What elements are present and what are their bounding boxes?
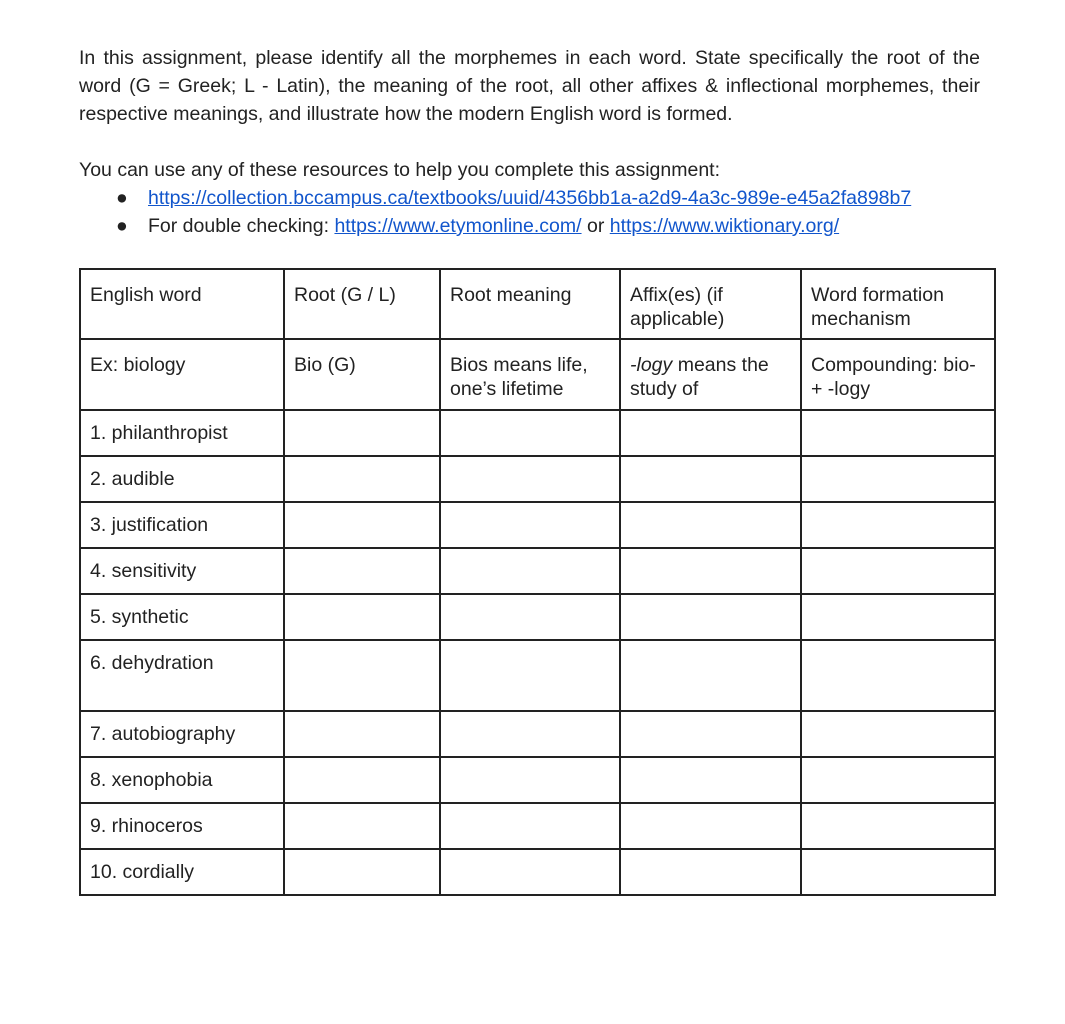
- header-english-word: English word: [80, 269, 284, 339]
- root-meaning-cell[interactable]: [440, 849, 620, 895]
- word-cell: 2. audible: [80, 456, 284, 502]
- resource-item: [79, 184, 911, 212]
- example-affix-italic: -logy: [630, 354, 673, 376]
- root-cell[interactable]: [284, 502, 440, 548]
- table-row: [80, 548, 995, 594]
- example-root-meaning: Bios means life, one’s lifetime: [440, 339, 620, 410]
- example-mechanism: Compounding: bio- + -logy: [801, 339, 995, 410]
- affix-cell[interactable]: [620, 849, 801, 895]
- word-cell: 10. cordially: [80, 849, 284, 895]
- affix-cell[interactable]: [620, 594, 801, 640]
- table-row: [80, 594, 995, 640]
- word-cell: 1. philanthropist: [80, 410, 284, 456]
- table-header-row: [80, 269, 995, 339]
- table-row: [80, 849, 995, 895]
- affix-cell[interactable]: [620, 502, 801, 548]
- root-meaning-cell[interactable]: [440, 640, 620, 711]
- affix-cell[interactable]: [620, 711, 801, 757]
- table-row: [80, 502, 995, 548]
- root-cell[interactable]: [284, 456, 440, 502]
- example-row: [80, 339, 995, 410]
- example-root: Bio (G): [284, 339, 440, 410]
- mechanism-cell[interactable]: [801, 849, 995, 895]
- root-meaning-cell[interactable]: [440, 548, 620, 594]
- bccampus-link[interactable]: https://collection.bccampus.ca/textbooks/uuid/4356bb1a-a2d9-4a3c-989e-e45a2fa898b7: [148, 187, 912, 209]
- affix-cell[interactable]: [620, 803, 801, 849]
- double-check-label: For double checking:: [148, 215, 330, 237]
- header-root: Root (G / L): [284, 269, 440, 339]
- word-cell: 9. rhinoceros: [80, 803, 284, 849]
- mechanism-cell[interactable]: [801, 456, 995, 502]
- root-cell[interactable]: [284, 548, 440, 594]
- root-meaning-cell[interactable]: [440, 757, 620, 803]
- morpheme-table: [79, 268, 996, 896]
- table-row: [80, 803, 995, 849]
- word-cell: 5. synthetic: [80, 594, 284, 640]
- resource-list: [79, 184, 911, 240]
- root-cell[interactable]: [284, 711, 440, 757]
- root-meaning-cell[interactable]: [440, 456, 620, 502]
- affix-cell[interactable]: [620, 640, 801, 711]
- resources-intro: You can use any of these resources to help you complete this assignment:: [79, 159, 720, 181]
- mechanism-cell[interactable]: [801, 548, 995, 594]
- word-cell: 7. autobiography: [80, 711, 284, 757]
- affix-cell[interactable]: [620, 410, 801, 456]
- table-row: [80, 757, 995, 803]
- wiktionary-link[interactable]: https://www.wiktionary.org/: [609, 215, 840, 237]
- mechanism-cell[interactable]: [801, 410, 995, 456]
- word-cell: 3. justification: [80, 502, 284, 548]
- root-meaning-cell[interactable]: [440, 803, 620, 849]
- bullet-icon: ●: [116, 215, 128, 237]
- word-cell: 6. dehydration: [80, 640, 284, 711]
- example-word: Ex: biology: [80, 339, 284, 410]
- root-cell[interactable]: [284, 594, 440, 640]
- table-row: [80, 456, 995, 502]
- mechanism-cell[interactable]: [801, 803, 995, 849]
- root-meaning-cell[interactable]: [440, 711, 620, 757]
- root-cell[interactable]: [284, 410, 440, 456]
- mechanism-cell[interactable]: [801, 711, 995, 757]
- mechanism-cell[interactable]: [801, 594, 995, 640]
- table-row: [80, 711, 995, 757]
- or-text: or: [586, 215, 605, 237]
- resource-item: [79, 212, 911, 240]
- root-meaning-cell[interactable]: [440, 502, 620, 548]
- word-cell: 4. sensitivity: [80, 548, 284, 594]
- mechanism-cell[interactable]: [801, 502, 995, 548]
- root-meaning-cell[interactable]: [440, 594, 620, 640]
- bullet-icon: ●: [116, 187, 128, 209]
- table-row: [80, 640, 995, 711]
- root-cell[interactable]: [284, 757, 440, 803]
- table-row: [80, 410, 995, 456]
- header-root-meaning: Root meaning: [440, 269, 620, 339]
- example-affix-rest: means the study of: [630, 354, 769, 400]
- word-cell: 8. xenophobia: [80, 757, 284, 803]
- mechanism-cell[interactable]: [801, 757, 995, 803]
- etymonline-link[interactable]: https://www.etymonline.com/: [334, 215, 582, 237]
- instructions-paragraph: In this assignment, please identify all the morphemes in each word. State specifically the root of the word (G = Greek; L - Latin), the meaning of the root, all other affixes & inflectional morphemes, their respective meanings, and illustrate how the modern English word is formed.: [79, 47, 980, 125]
- header-affixes: Affix(es) (if applicable): [620, 269, 801, 339]
- header-word-formation: Word formation mechanism: [801, 269, 995, 339]
- affix-cell[interactable]: [620, 548, 801, 594]
- root-cell[interactable]: [284, 640, 440, 711]
- root-cell[interactable]: [284, 849, 440, 895]
- example-affix: [620, 339, 801, 410]
- mechanism-cell[interactable]: [801, 640, 995, 711]
- root-cell[interactable]: [284, 803, 440, 849]
- affix-cell[interactable]: [620, 456, 801, 502]
- root-meaning-cell[interactable]: [440, 410, 620, 456]
- affix-cell[interactable]: [620, 757, 801, 803]
